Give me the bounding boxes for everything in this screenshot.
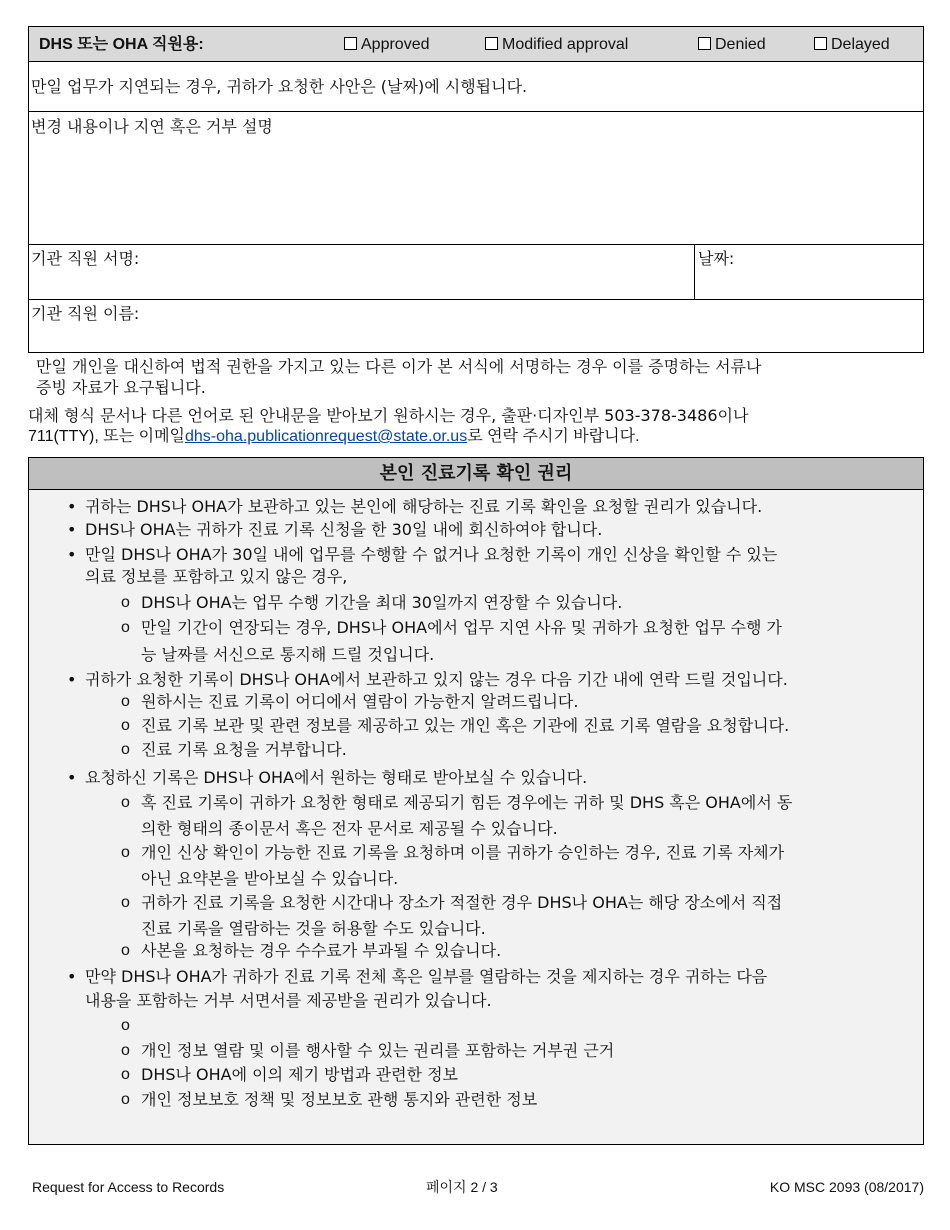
checkbox-box[interactable] [814, 37, 827, 50]
explanation-field[interactable] [28, 111, 924, 245]
rights-sub-bullet: o 진료 기록 요청을 거부합니다. [141, 739, 347, 760]
rights-sub-bullet: o 개인 정보보호 정책 및 정보보호 관행 통지와 관련한 정보 [141, 1089, 537, 1110]
staff-use-row [28, 26, 924, 62]
records-access-rights-section [28, 457, 924, 1145]
rights-bullet: • DHS나 OHA는 귀하가 진료 기록 신청을 한 30일 내에 회신하여야 합니다. [85, 519, 602, 540]
rights-sub-bullet-continuation: 의한 형태의 종이문서 혹은 전자 문서로 제공될 수 있습니다. [141, 819, 558, 838]
rights-bullet: • 귀하는 DHS나 OHA가 보관하고 있는 본인에 해당하는 진료 기록 확인을 요청할 권리가 있습니다. [85, 496, 762, 517]
date-label: 날짜: [698, 249, 735, 268]
footer-form-title: Request for Access to Records [32, 1179, 225, 1195]
rights-sub-bullet: o 개인 신상 확인이 가능한 진료 기록을 요청하며 이를 귀하가 승인하는 경우, 진료 기록 자체가 [141, 842, 784, 863]
rights-sub-bullet: o 귀하가 진료 기록을 요청한 시간대나 장소가 적절한 경우 DHS나 OHA는 해당 장소에서 직접 [141, 892, 782, 913]
staff-use-label: DHS 또는 OHA 직원용: [39, 36, 204, 53]
rights-bullet: • 만일 DHS나 OHA가 30일 내에 업무를 수행할 수 없거나 요청한 기록이 개인 신상을 확인할 수 있는 [85, 544, 777, 565]
delayed-label: Delayed [831, 36, 890, 53]
checkbox-box[interactable] [485, 37, 498, 50]
approved-label: Approved [361, 36, 430, 53]
rights-sub-bullet: o DHS나 OHA는 업무 수행 기간을 최대 30일까지 연장할 수 있습니다. [141, 592, 622, 613]
rights-bullet: • 만약 DHS나 OHA가 귀하가 진료 기록 전체 혹은 일부를 열람하는 것을 제지하는 경우 귀하는 다음 [85, 966, 767, 987]
checkbox-box[interactable] [344, 37, 357, 50]
rights-sub-bullet: o 진료 기록 보관 및 관련 정보를 제공하고 있는 개인 혹은 기관에 진료 기록 열람을 요청합니다. [141, 715, 789, 736]
staff-name-label: 기관 직원 이름: [31, 304, 140, 323]
legal-authority-line-1: 만일 개인을 대신하여 법적 권한을 가지고 있는 다른 이가 본 서식에 서명하는 경우 이를 증명하는 서류나 [36, 357, 762, 376]
checkbox-box[interactable] [698, 37, 711, 50]
alternate-format-line-2-end: 로 연락 주시기 바랍니다. [467, 428, 640, 445]
rights-section-title: 본인 진료기록 확인 권리 [29, 458, 923, 490]
legal-authority-line-2: 증빙 자료가 요구됩니다. [36, 378, 206, 397]
denied-label: Denied [715, 36, 766, 53]
publication-request-email-link[interactable]: dhs-oha.publicationrequest@state.or.us [185, 428, 468, 445]
alternate-format-line-2-start: 711(TTY), 또는 이메일 [28, 428, 185, 445]
legal-authority-note [36, 356, 926, 398]
alternate-format-line-1: 대체 형식 문서나 다른 언어로 된 안내문을 받아보기 원하시는 경우, 출판·디자인부 503-378-3486이나 [28, 406, 749, 425]
signature-row [28, 244, 924, 300]
explanation-label: 변경 내용이나 지연 혹은 거부 설명 [31, 117, 273, 136]
rights-sub-bullet-continuation: 능 날짜를 서신으로 통지해 드릴 것입니다. [141, 645, 435, 664]
rights-bullet-continuation: 내용을 포함하는 거부 서면서를 제공받을 권리가 있습니다. [85, 991, 492, 1010]
rights-sub-bullet: o 혹 진료 기록이 귀하가 요청한 형태로 제공되기 힘든 경우에는 귀하 및 DHS 혹은 OHA에서 동 [141, 792, 792, 813]
rights-bullet-continuation: 의료 정보를 포함하고 있지 않은 경우, [85, 567, 348, 586]
delayed-checkbox[interactable] [814, 34, 890, 55]
modified-approval-label: Modified approval [502, 36, 629, 53]
delay-date-field[interactable] [28, 61, 924, 112]
footer-form-code: KO MSC 2093 (08/2017) [769, 1179, 924, 1195]
approved-checkbox[interactable] [344, 34, 430, 55]
rights-sub-bullet: o 만일 기간이 연장되는 경우, DHS나 OHA에서 업무 지연 사유 및 귀하가 요청한 업무 수행 가 [141, 617, 782, 638]
signature-date-divider [694, 245, 695, 299]
staff-name-field[interactable] [28, 299, 924, 353]
rights-sub-bullet-continuation: 아닌 요약본을 받아보실 수 있습니다. [141, 869, 399, 888]
footer-page-number: 페이지 2 / 3 [426, 1179, 498, 1195]
rights-sub-bullet: o 개인 정보 열람 및 이를 행사할 수 있는 권리를 포함하는 거부권 근거 [141, 1040, 614, 1061]
delay-date-text: 만일 업무가 지연되는 경우, 귀하가 요청한 사안은 (날짜)에 시행됩니다. [31, 77, 528, 96]
alternate-format-line-2 [28, 426, 928, 447]
rights-sub-bullet: o 사본을 요청하는 경우 수수료가 부과될 수 있습니다. [141, 940, 501, 961]
modified-approval-checkbox[interactable] [485, 34, 628, 55]
rights-sub-bullet: o DHS나 OHA에 이의 제기 방법과 관련한 정보 [141, 1064, 458, 1085]
rights-bullet: • 귀하가 요청한 기록이 DHS나 OHA에서 보관하고 있지 않는 경우 다음 기간 내에 연락 드릴 것입니다. [85, 669, 788, 690]
rights-sub-bullet-continuation: 진료 기록을 열람하는 것을 허용할 수도 있습니다. [141, 919, 486, 938]
rights-bullet: • 요청하신 기록은 DHS나 OHA에서 원하는 형태로 받아보실 수 있습니다. [85, 767, 587, 788]
alternate-format-note [28, 405, 928, 447]
rights-sub-bullet: o 원하시는 진료 기록이 어디에서 열람이 가능한지 알려드립니다. [141, 691, 578, 712]
staff-signature-label: 기관 직원 서명: [31, 249, 140, 268]
denied-checkbox[interactable] [698, 34, 766, 55]
